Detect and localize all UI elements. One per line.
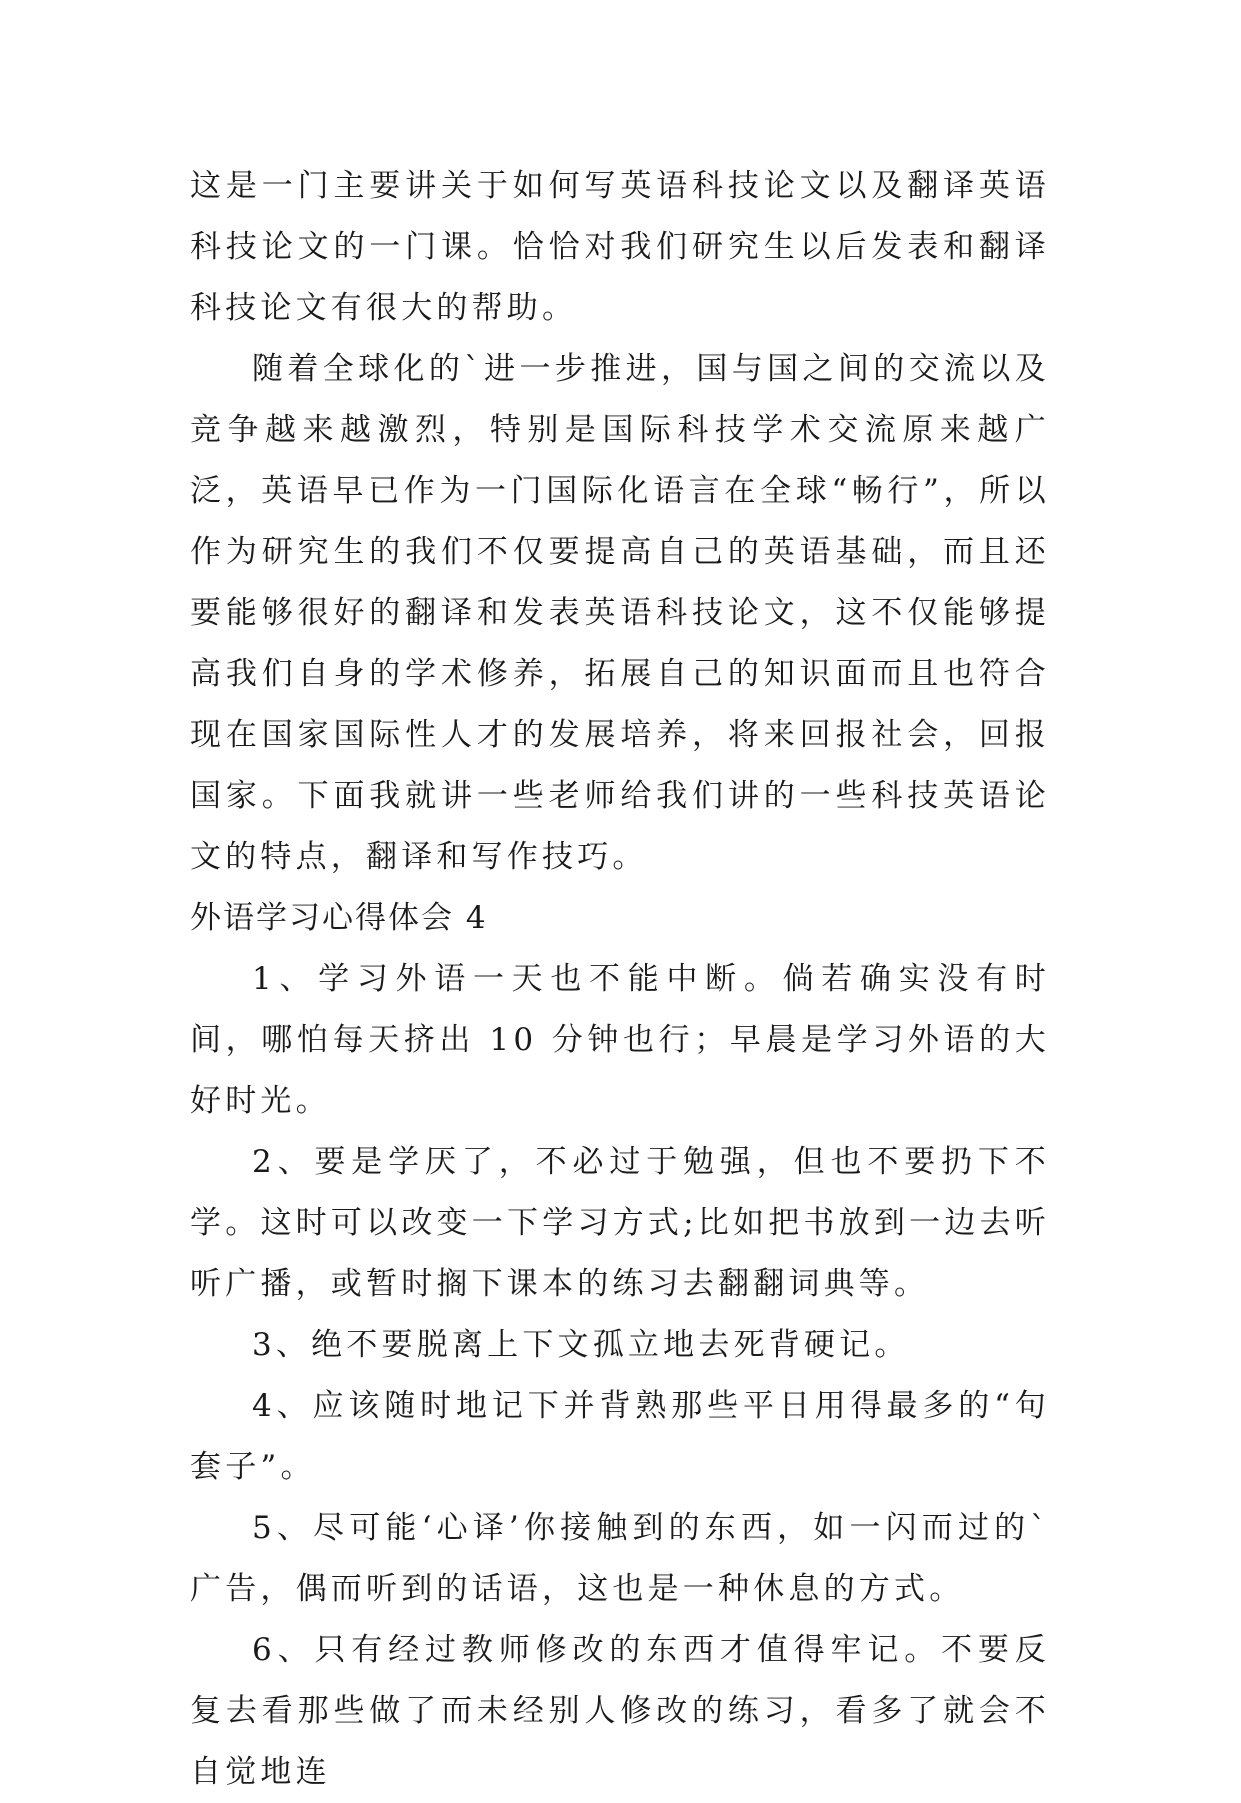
document-page <box>190 156 1050 1803</box>
paragraph-globalization: 随着全球化的`进一步推进，国与国之间的交流以及竞争越来越激烈，特别是国际科技学术交流原来越广泛，英语早已作为一门国际化语言在全球“畅行”，所以作为研究生的我们不仅要提高自己的英语基础，而且还要能够很好的翻译和发表英语科技论文，这不仅能够提高我们自身的学术修养，拓展自己的知识面而且也符合现在国家国际性人才的发展培养，将来回报社会，回报国家。下面我就讲一些老师给我们讲的一些科技英语论文的特点，翻译和写作技巧。 <box>190 351 1050 875</box>
section-heading: 外语学习心得体会 4 <box>190 900 488 936</box>
tip-5: 5、尽可能‘心译’你接触到的东西，如一闪而过的`广告，偶而听到的话语，这也是一种休息的方式。 <box>190 1510 1050 1607</box>
tip-3: 3、绝不要脱离上下文孤立地去死背硬记。 <box>252 1327 910 1363</box>
tip-1: 1、学习外语一天也不能中断。倘若确实没有时间，哪怕每天挤出 10 分钟也行；早晨是学习外语的大好时光。 <box>190 961 1050 1119</box>
tip-6: 6、只有经过教师修改的东西才值得牢记。不要反复去看那些做了而未经别人修改的练习，看多了就会不自觉地连 <box>190 1632 1050 1790</box>
tip-2: 2、要是学厌了，不必过于勉强，但也不要扔下不学。这时可以改变一下学习方式;比如把书放到一边去听听广播，或暂时搁下课本的练习去翻翻词典等。 <box>190 1144 1050 1302</box>
tip-4: 4、应该随时地记下并背熟那些平日用得最多的“句套子”。 <box>190 1388 1050 1485</box>
paragraph-intro: 这是一门主要讲关于如何写英语科技论文以及翻译英语科技论文的一门课。恰恰对我们研究生以后发表和翻译科技论文有很大的帮助。 <box>190 168 1050 326</box>
